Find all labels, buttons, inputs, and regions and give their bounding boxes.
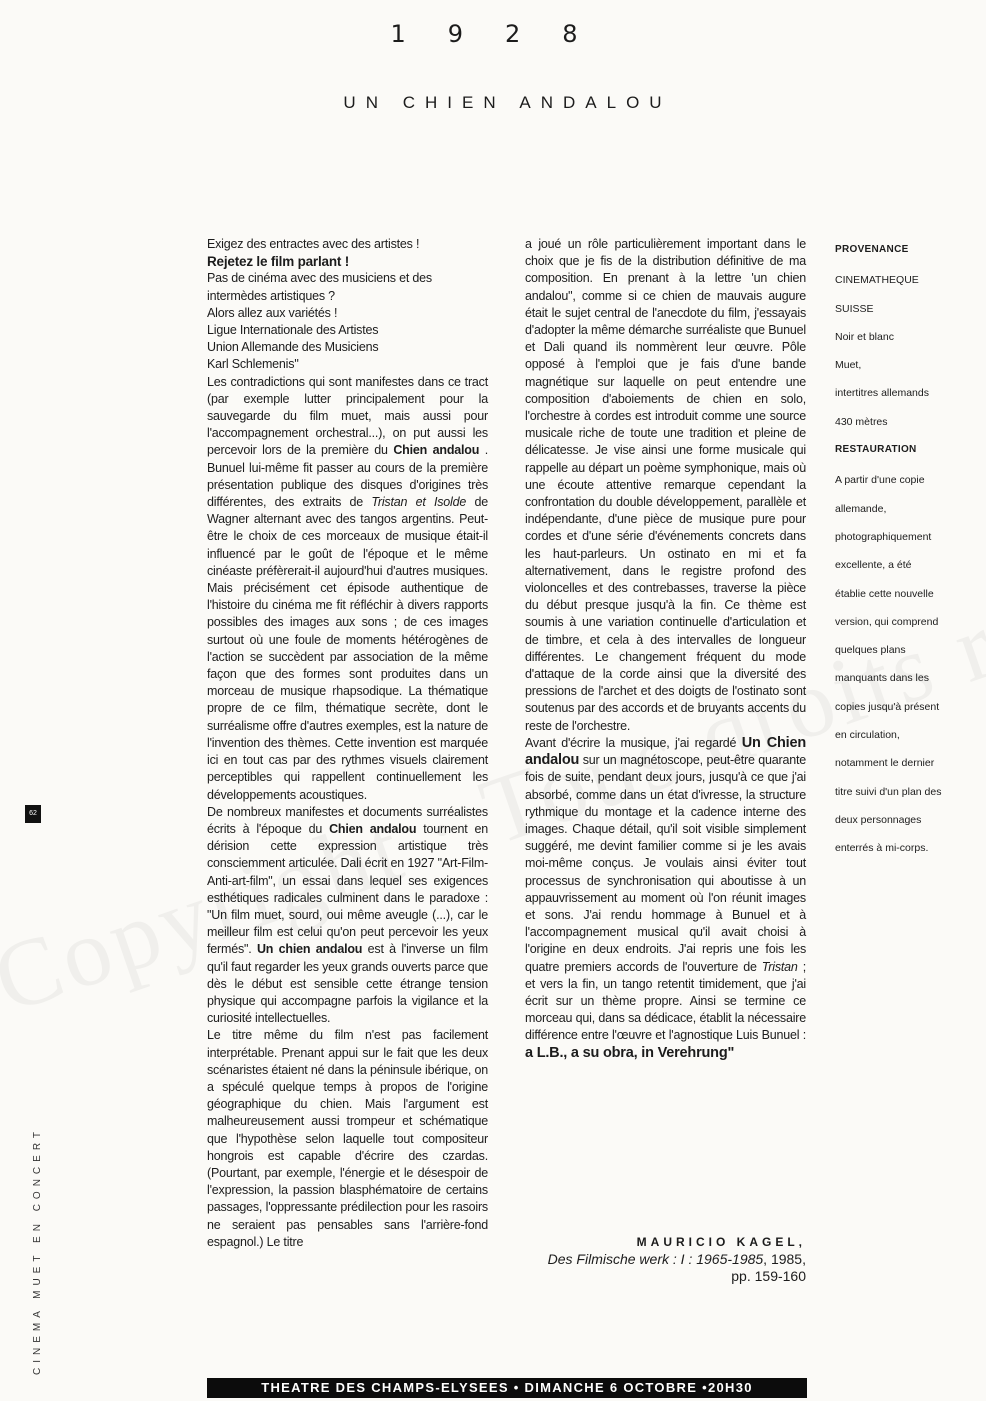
sidebar-line: établie cette nouvelle xyxy=(835,587,934,600)
film-name-bold: Un chien andalou xyxy=(256,942,363,957)
sidebar-line: photographiquement xyxy=(835,530,932,543)
dedication-bold: a L.B., a su obra, in Verehrung" xyxy=(525,1044,735,1061)
work-title-italic: Tristan et Isolde xyxy=(371,495,467,510)
paragraph: Karl Schlemenis" xyxy=(207,357,299,372)
restauration-heading: RESTAURATION xyxy=(835,444,917,456)
footer-banner: THEATRE DES CHAMPS-ELYSEES • DIMANCHE 6 OCTOBRE •20H30 xyxy=(207,1378,807,1398)
film-name-bold: Chien andalou xyxy=(329,821,417,836)
sidebar-line: CINEMATHEQUE xyxy=(835,274,919,287)
paragraph: Avant d'écrire la musique, j'ai regardé Un Chien andalou sur un magnétoscope, peut-être quarante fois de suite, pendant deux jours, jusqu'à ce que j'ai absorbé, comme dans un état d'ivresse, la structure rythmique du montage et la cadence interne des images. Chaque détail, qu'il soit visible simplement suggéré, me devint familier comme si je les avais moi-même conçus. Je voulais ainsi éviter tout processus de synchronisation qui aboutisse à un appauvrissement au moment où l'on réunit images et sons. J'ai rendu hommage à Bunuel et à l'accompagnement musical qu'il avait choisi à l'origine en deux endroits. J'ai repris une fois les quatre premiers accords de l'ouverture de Tristan ; et vers la fin, un tango retentit timidement, que j'ai écrit sur un thème propre. Ainsi se termine ce morceau qui, dans sa dédicace, établit la nécessaire différence entre l'œuvre et l'agnostique Luis Bunuel : a L.B., a su obra, in Verehrung" xyxy=(525,734,806,1061)
sidebar-line: quelques plans xyxy=(835,644,906,657)
sidebar-credits xyxy=(835,236,960,863)
paragraph: Union Allemande des Musiciens xyxy=(207,340,379,355)
sidebar-line: allemande, xyxy=(835,502,887,515)
paragraph: Ligue Internationale des Artistes xyxy=(207,323,379,338)
sidebar-line: titre suivi d'un plan des xyxy=(835,785,942,798)
sidebar-line: 430 mètres xyxy=(835,415,888,428)
paragraph: De nombreux manifestes et documents surréalistes écrits à l'époque du Chien andalou tournent en dérision cette expression artistique très consciemment articulée. Dali écrit en 1927 "Art-Film-Anti-art-film", un essai dans lequel ses exigences esthétiques radicales culminent dans le paradoxe : "Un film muet, sourd, oui même aveugle (...), car le meilleur film est celui qu'on peut percevoir les yeux fermés". Un chien andalou est à l'inverse un film qu'il faut regarder les yeux grands ouverts parce que dès le début est sensible cette étrange tension physique qui accompagne parfois la vigilance et la curiosité intellectuelles. xyxy=(207,804,489,1026)
sidebar-line: en circulation, xyxy=(835,729,900,742)
sidebar-line: A partir d'une copie xyxy=(835,474,925,487)
author-signature xyxy=(520,1234,806,1285)
text-column-2 xyxy=(525,236,806,1062)
sidebar-line: enterrés à mi-corps. xyxy=(835,842,929,855)
work-title-italic: Tristan xyxy=(761,959,798,974)
sidebar-line: Muet, xyxy=(835,359,862,372)
source-title: Des Filmische werk : I : 1965-1985 xyxy=(547,1251,764,1267)
sidebar-line: intertitres allemands xyxy=(835,387,929,400)
film-name-bold: Un Chien andalou xyxy=(525,734,806,769)
source-pages: pp. 159-160 xyxy=(731,1268,806,1284)
paragraph: Exigez des entractes avec des artistes ! xyxy=(207,237,420,251)
source-citation: Des Filmische werk : I : 1965-1985, 1985, xyxy=(547,1251,806,1267)
paragraph: Pas de cinéma avec des musiciens et des intermèdes artistiques ? xyxy=(207,271,432,303)
series-title: CINEMA MUET EN CONCERT xyxy=(32,1127,43,1375)
year-heading: 1928 xyxy=(390,20,620,48)
sidebar-line: version, qui comprend xyxy=(835,615,939,628)
paragraph: Le titre même du film n'est pas facilement interprétable. Prenant appui sur le fait que les deux scénaristes étaient né dans la péninsule ibérique, on a spéculé quelque temps à propos de l'origine géographique du chien. Mais l'argument est malheureusement aussi trompeur et schématique que l'hypothèse selon laquelle tout compositeur hongrois est capable d'écrire des czardas. (Pourtant, par exemple, l'énergie et le désespoir de l'expression, la passion blasphématoire de certains passages, l'oppressante prédilection pour les rasoirs ne seraient pas pensables sans l'arrière-fond espagnol.) Le titre xyxy=(207,1028,488,1249)
sidebar-line: deux personnages xyxy=(835,813,922,826)
provenance-heading: PROVENANCE xyxy=(835,244,909,255)
sidebar-line: excellente, a été xyxy=(835,559,912,572)
sidebar-line: manquants dans les xyxy=(835,672,929,685)
film-name-bold: Chien andalou xyxy=(393,443,480,458)
paragraph: a joué un rôle particulièrement important dans le choix que je fis de la distribution définitive de ma composition. En prenant à la lettre 'un chien andalou", comme si ce chien de mauvais augure était le sujet central de l'anecdote du film, j'essayais d'adopter la même démarche surréaliste que Bunuel et Dali quand ils nommèrent leur œuvre. Pôle opposé à l'emploi que je fais d'une bande magnétique sur laquelle on peut entendre une composition d'aboiements de chien en solo, l'orchestre à cordes est introduit comme une source musicale riche de toute une tradition et pleine de délicatesse. Je vise ainsi une forme musicale qui rappelle au départ un poème symphonique, mais où une écoute attentive remarque cependant la confrontation du double développement, parallèle et indépendante, d'une pièce de musique pure pour cordes et d'une série d'événements concrets dans les haut-parleurs. Un ostinato en mi et fa alternativement, dans le registre profond des violoncelles et des contrebasses, traverse la pièce du début presque jusqu'à la fin. Ce thème est soumis à une variation continuelle d'articulation et de timbre, et cela à des intervalles de longueur différentes. Le changement fréquent du mode d'attaque de la corde ainsi que la diversité des pressions de l'archet et des doigts de l'ostinato sont soutenus par des accords et de bruyants accents du reste de l'orchestre. xyxy=(525,237,806,733)
text-column-1 xyxy=(207,236,488,1251)
paragraph: Les contradictions qui sont manifestes dans ce tract (par exemple lutter principalement pour la sauvegarde du film muet, mais aussi pour l'accompagnement orchestral...), on put aussi les percevoir lors de la première du Chien andalou . Bunuel lui-même fit passer au cours de la première présentation publique des disques d'origines très différentes, des extraits de Tristan et Isolde de Wagner alternant avec des tangos argentins. Peut-être le choix de ces morceaux de musique était-il influencé par le goût de l'époque et le même cinéaste préfèrerait-il aujourd'hui d'autres musiques. Mais précisément cet épisode authentique de l'histoire du cinéma me fit réfléchir à divers rapports possibles des images aux sons ; de ces images surtout où une foule de moments hétérogènes de l'action se succèdent par association de la même façon que des formes sont produites dans un morceau de musique rhapsodique. La thématique propre de ce film, thématique secrète, dont le surréalisme offre d'autres exemples, est la nature de l'invention des thèmes. Cette invention est marquée ici en tout cas par des rythmes visuels clairement perceptibles qui rappellent continuellement les développements acoustiques. xyxy=(207,374,489,802)
sidebar-line: notamment le dernier xyxy=(835,757,935,770)
sidebar-line: SUISSE xyxy=(835,302,874,315)
author-name: MAURICIO KAGEL, xyxy=(636,1235,806,1249)
paragraph-bold: Rejetez le film parlant ! xyxy=(207,254,350,270)
film-title: UN CHIEN ANDALOU xyxy=(343,93,672,112)
sidebar-line: Noir et blanc xyxy=(835,330,894,343)
sidebar-line: copies jusqu'à présent xyxy=(835,700,940,713)
page-number: 62 xyxy=(25,805,41,823)
paragraph: Alors allez aux variétés ! xyxy=(207,305,338,320)
